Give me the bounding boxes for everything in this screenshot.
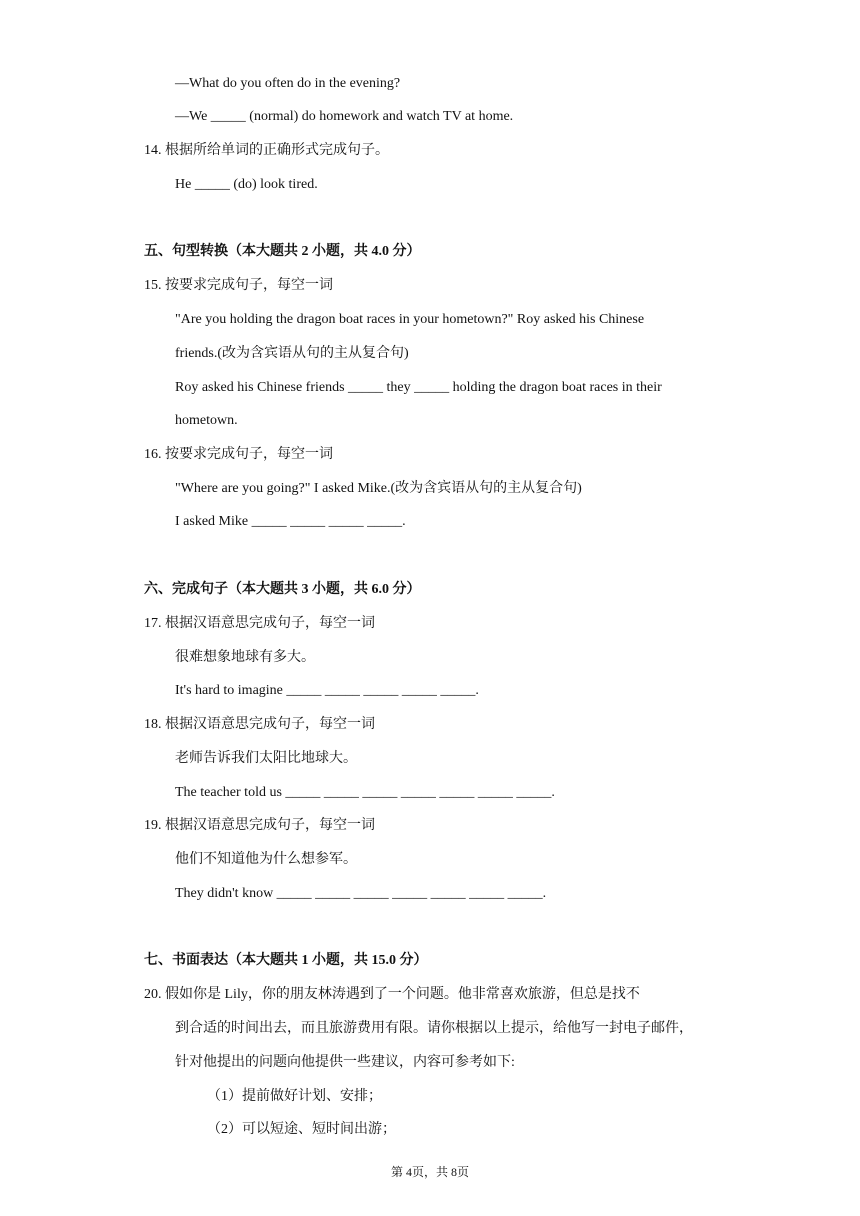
text-line: —We _____ (normal) do homework and watch TV at home. xyxy=(175,109,514,124)
text-line: 他们不知道他为什么想参军。 xyxy=(175,852,357,867)
text-line: "Are you holding the dragon boat races in your hometown?" Roy asked his Chinese xyxy=(175,312,645,327)
text-line: I asked Mike _____ _____ _____ _____. xyxy=(175,514,406,529)
question-18-prompt: 18. 根据汉语意思完成句子，每空一词 xyxy=(144,717,375,732)
question-20-prompt: 20. 假如你是 Lily，你的朋友林涛遇到了一个问题。他非常喜欢旅游，但总是找不 xyxy=(144,987,640,1002)
page-footer: 第 4页，共 8页 xyxy=(390,1165,469,1179)
text-line: "Where are you going?" I asked Mike.(改为含宾语从句的主从复合句) xyxy=(175,481,582,496)
question-19-prompt: 19. 根据汉语意思完成句子，每空一词 xyxy=(144,818,375,833)
text-line: —What do you often do in the evening? xyxy=(175,76,401,91)
text-line: friends.(改为含宾语从句的主从复合句) xyxy=(175,346,409,361)
question-17-prompt: 17. 根据汉语意思完成句子，每空一词 xyxy=(144,616,375,631)
question-15-prompt: 15. 按要求完成句子，每空一词 xyxy=(144,278,333,293)
text-line: 到合适的时间出去，而且旅游费用有限。请你根据以上提示，给他写一封电子邮件， xyxy=(175,1021,693,1036)
list-item: （2）可以短途、短时间出游； xyxy=(207,1122,396,1137)
text-line: They didn't know _____ _____ _____ _____ _____ _____ _____. xyxy=(175,886,547,901)
section-heading-6: 六、完成句子（本大题共 3 小题，共 6.0 分） xyxy=(144,582,421,597)
text-line: hometown. xyxy=(175,413,238,428)
text-line: 针对他提出的问题向他提供一些建议，内容可参考如下: xyxy=(175,1055,515,1070)
section-heading-5: 五、句型转换（本大题共 2 小题，共 4.0 分） xyxy=(144,244,421,259)
text-line: The teacher told us _____ _____ _____ _____ _____ _____ _____. xyxy=(175,785,555,800)
list-item: （1）提前做好计划、安排； xyxy=(207,1089,382,1104)
text-line: He _____ (do) look tired. xyxy=(175,177,318,192)
question-14-prompt: 14. 根据所给单词的正确形式完成句子。 xyxy=(144,143,389,158)
question-16-prompt: 16. 按要求完成句子，每空一词 xyxy=(144,447,333,462)
text-line: It's hard to imagine _____ _____ _____ _____ _____. xyxy=(175,683,479,698)
text-line: Roy asked his Chinese friends _____ they _____ holding the dragon boat races in their xyxy=(175,380,662,395)
section-heading-7: 七、书面表达（本大题共 1 小题，共 15.0 分） xyxy=(144,953,428,968)
text-line: 老师告诉我们太阳比地球大。 xyxy=(175,751,357,766)
text-line: 很难想象地球有多大。 xyxy=(175,650,315,665)
